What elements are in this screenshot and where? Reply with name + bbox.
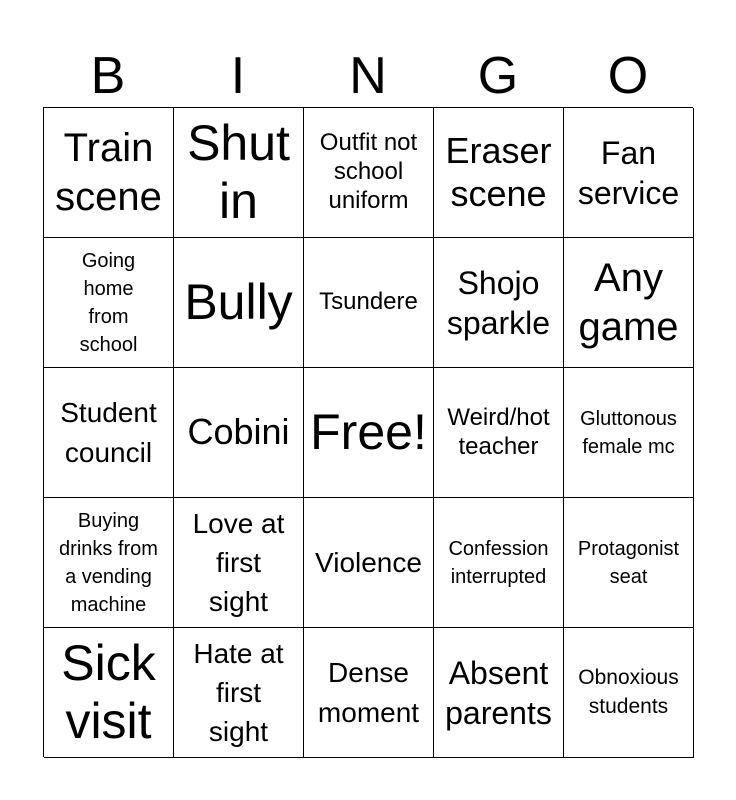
bingo-cell-label: Cobini xyxy=(187,411,290,453)
header-letter-i: I xyxy=(230,47,246,105)
bingo-cell-label: Fan service xyxy=(577,134,680,211)
bingo-cell-label: Obnoxious students xyxy=(578,665,679,718)
bingo-cell-label: Eraser scene xyxy=(445,130,552,214)
bingo-cell-r5-c3[interactable] xyxy=(304,628,434,758)
header-letter-b: B xyxy=(90,47,126,105)
bingo-cell-label: Student council xyxy=(60,397,157,468)
bingo-cell-r2-c3[interactable] xyxy=(304,238,434,368)
bingo-cell-label: Confession interrupted xyxy=(448,537,549,588)
bingo-cell-r1-c1[interactable] xyxy=(44,108,174,238)
bingo-cell-label: Buying drinks from a vending machine xyxy=(59,509,158,616)
bingo-cell-r3-c3[interactable] xyxy=(304,368,434,498)
bingo-cell-r3-c4[interactable] xyxy=(434,368,564,498)
bingo-cell-label: Absent parents xyxy=(445,654,552,731)
bingo-cell-r3-c1[interactable] xyxy=(44,368,174,498)
bingo-cell-r5-c2[interactable] xyxy=(174,628,304,758)
bingo-cell-r1-c3[interactable] xyxy=(304,108,434,238)
bingo-cell-label: Weird/hot teacher xyxy=(447,403,550,460)
bingo-cell-r5-c1[interactable] xyxy=(44,628,174,758)
header-letter-n: N xyxy=(349,47,387,105)
header-letter-g: G xyxy=(477,47,519,105)
bingo-cell-label: Bully xyxy=(184,273,293,330)
bingo-cell-label: Outfit not school uniform xyxy=(319,129,418,214)
bingo-cell-r1-c5[interactable] xyxy=(564,108,694,238)
bingo-cell-label: Protagonist seat xyxy=(577,537,680,588)
bingo-cell-label: Any game xyxy=(578,255,679,349)
bingo-cell-r4-c5[interactable] xyxy=(564,498,694,628)
bingo-cell-r5-c5[interactable] xyxy=(564,628,694,758)
bingo-cell-label: Love at first sight xyxy=(192,507,285,618)
bingo-cell-label: Violence xyxy=(315,546,422,578)
bingo-cell-label: Gluttonous female mc xyxy=(580,407,677,458)
bingo-cell-label: Dense moment xyxy=(317,657,420,728)
bingo-cell-r2-c5[interactable] xyxy=(564,238,694,368)
bingo-cell-label: Free! xyxy=(310,403,427,460)
bingo-cell-label: Shut in xyxy=(187,115,290,229)
bingo-cell-r5-c4[interactable] xyxy=(434,628,564,758)
bingo-cell-r2-c2[interactable] xyxy=(174,238,304,368)
bingo-cell-r1-c2[interactable] xyxy=(174,108,304,238)
bingo-cell-label: Train scene xyxy=(55,125,162,219)
bingo-cell-label: Shojo sparkle xyxy=(446,264,551,341)
bingo-cell-label: Tsundere xyxy=(319,288,418,316)
bingo-cell-r4-c2[interactable] xyxy=(174,498,304,628)
bingo-cell-r2-c4[interactable] xyxy=(434,238,564,368)
bingo-cell-label: Hate at first sight xyxy=(193,637,284,748)
bingo-cell-r3-c2[interactable] xyxy=(174,368,304,498)
bingo-cell-label: Sick visit xyxy=(61,635,156,749)
bingo-cell-r1-c4[interactable] xyxy=(434,108,564,238)
bingo-cell-r4-c4[interactable] xyxy=(434,498,564,628)
bingo-cell-r4-c3[interactable] xyxy=(304,498,434,628)
bingo-cell-label: Going home from school xyxy=(79,249,138,356)
bingo-cell-r2-c1[interactable] xyxy=(44,238,174,368)
bingo-board xyxy=(43,107,693,757)
bingo-cell-r4-c1[interactable] xyxy=(44,498,174,628)
bingo-header xyxy=(43,44,693,108)
bingo-cell-r3-c5[interactable] xyxy=(564,368,694,498)
header-letter-o: O xyxy=(607,47,649,105)
